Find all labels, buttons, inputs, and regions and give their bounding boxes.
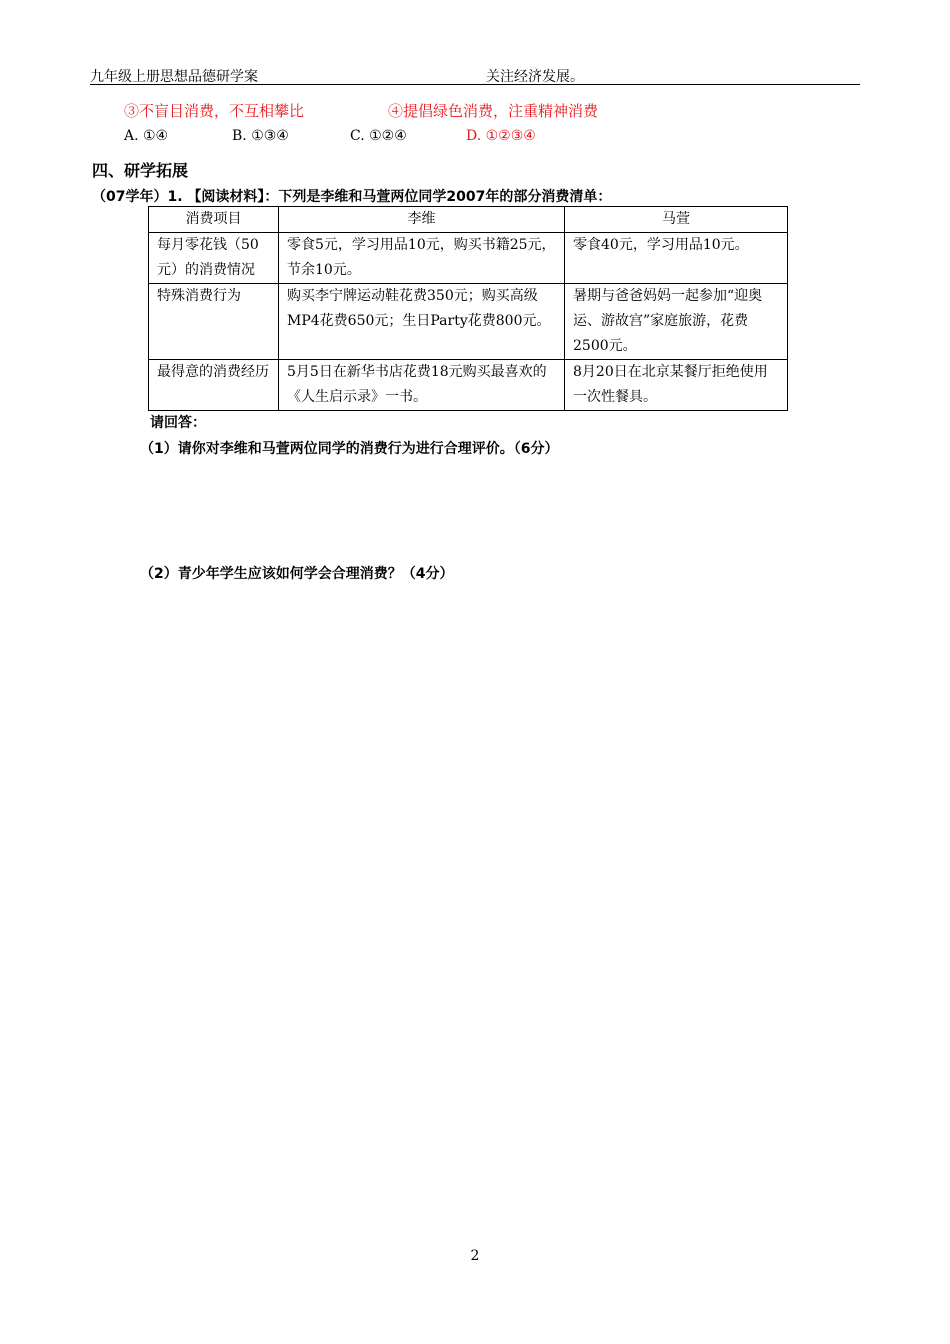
table-row bbox=[149, 233, 788, 284]
reading-material-intro: （07学年）1. 【阅读材料】：下列是李维和马萱两位同学2007年的部分消费清单： bbox=[92, 189, 612, 205]
table-cell: 购买李宁牌运动鞋花费350元；购买高级MP4花费650元；生日Party花费800元。 bbox=[279, 284, 565, 360]
option-b: B. ①③④ bbox=[232, 128, 289, 144]
option-d: D. ①②③④ bbox=[466, 128, 536, 144]
consumption-table bbox=[148, 206, 788, 411]
table-cell: 特殊消费行为 bbox=[149, 284, 279, 360]
header-course-title: 九年级上册思想品德研学案 bbox=[90, 69, 258, 85]
answer-prompt: 请回答： bbox=[150, 415, 206, 431]
option-c: C. ①②④ bbox=[350, 128, 407, 144]
table-cell: 暑期与爸爸妈妈一起参加“迎奥运、游故宫”家庭旅游，花费2500元。 bbox=[565, 284, 788, 360]
table-cell: 8月20日在北京某餐厅拒绝使用一次性餐具。 bbox=[565, 360, 788, 411]
table-header-row bbox=[149, 207, 788, 233]
table-cell: 5月5日在新华书店花费18元购买最喜欢的《人生启示录》一书。 bbox=[279, 360, 565, 411]
page-number: 2 bbox=[470, 1248, 480, 1264]
table-row bbox=[149, 360, 788, 411]
table-cell: 零食5元，学习用品10元，购买书籍25元，节余10元。 bbox=[279, 233, 565, 284]
choice-item-3: ③不盲目消费，不互相攀比 bbox=[124, 102, 305, 120]
table-header-cell: 李维 bbox=[279, 207, 565, 233]
option-a: A. ①④ bbox=[124, 128, 169, 144]
choice-item-4: ④提倡绿色消费，注重精神消费 bbox=[388, 102, 599, 120]
header-unit-title: 关注经济发展。 bbox=[486, 69, 584, 85]
page-header bbox=[90, 64, 860, 85]
table-cell: 最得意的消费经历 bbox=[149, 360, 279, 411]
table-header-cell: 马萱 bbox=[565, 207, 788, 233]
section-title: 四、研学拓展 bbox=[92, 161, 189, 180]
table-row bbox=[149, 284, 788, 360]
table-header-cell: 消费项目 bbox=[149, 207, 279, 233]
question-1: （1）请你对李维和马萱两位同学的消费行为进行合理评价。（6分） bbox=[140, 441, 559, 457]
question-2: （2）青少年学生应该如何学会合理消费？（4分） bbox=[140, 566, 454, 582]
table-cell: 零食40元，学习用品10元。 bbox=[565, 233, 788, 284]
table-cell: 每月零花钱（50元）的消费情况 bbox=[149, 233, 279, 284]
